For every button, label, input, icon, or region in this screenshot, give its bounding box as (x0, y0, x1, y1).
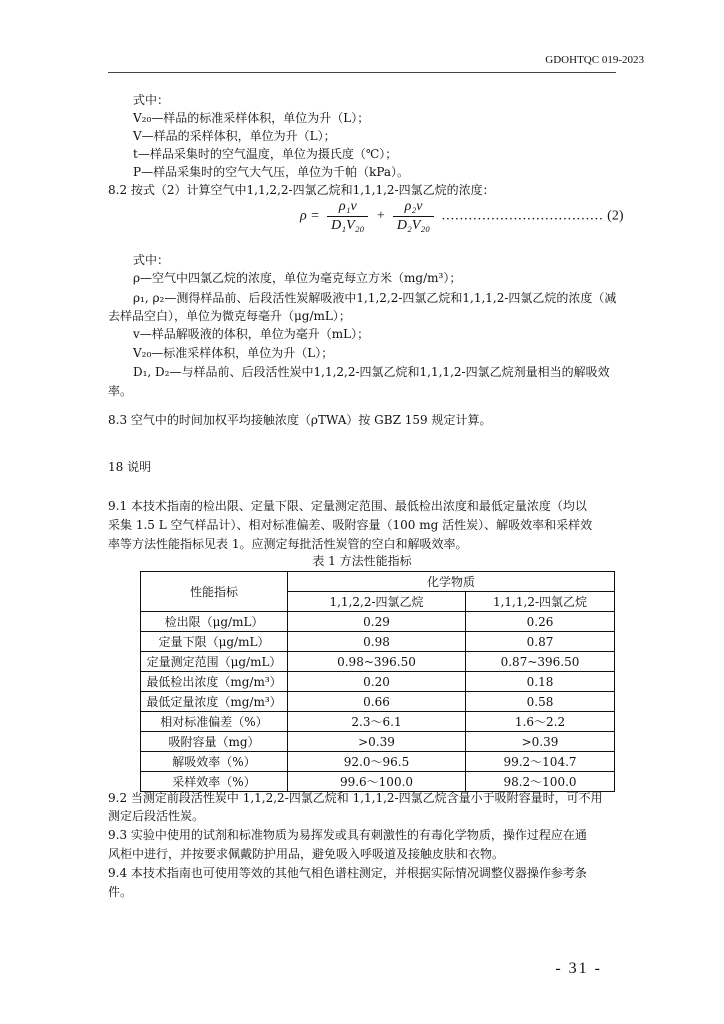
section-8-2: 8.2 按式（2）计算空气中1,1,2,2-四氯乙烷和1,1,1,2-四氯乙烷的浓度： (108, 183, 495, 197)
table-header-row (141, 572, 615, 592)
row-label: 吸附容量（mg） (141, 732, 288, 752)
table-caption: 表 1 方法性能指标 (312, 554, 412, 568)
row-label: 最低定量浓度（mg/m³） (141, 692, 288, 712)
fraction-2-numerator: ρ₂v (393, 198, 434, 217)
para-9-4-line2: 件。 (108, 885, 133, 899)
formula-2 (300, 198, 623, 235)
cell-1122: 2.3～6.1 (288, 712, 466, 732)
plus-sign: + (375, 208, 386, 224)
header-substance-group: 化学物质 (288, 572, 615, 592)
table-row (141, 712, 615, 732)
table-row (141, 652, 615, 672)
cell-1122: 99.6～100.0 (288, 772, 466, 792)
para-9-3-line1: 9.3 实验中使用的试剂和标准物质为易挥发或具有刺激性的有毒化学物质，操作过程应在通 (108, 828, 587, 842)
var-t: t—样品采集时的空气温度，单位为摄氏度（℃）； (133, 147, 398, 161)
cell-1112: 98.2～100.0 (466, 772, 615, 792)
fraction-2 (393, 198, 434, 235)
section-8-3: 8.3 空气中的时间加权平均接触浓度（ρTWA）按 GBZ 159 规定计算。 (108, 413, 492, 427)
cell-1122: 0.20 (288, 672, 466, 692)
cell-1112: 1.6～2.2 (466, 712, 615, 732)
para-9-1-line1: 9.1 本技术指南的检出限、定量下限、定量测定范围、最低检出浓度和最低定量浓度（均以 (108, 499, 587, 513)
header-rule (108, 72, 616, 73)
para-9-3-line2: 风柜中进行，并按要求佩戴防护用品，避免吸入呼吸道及接触皮肤和衣物。 (108, 847, 505, 861)
para-9-4-line1: 9.4 本技术指南也可使用等效的其他气相色谱柱测定，并根据实际情况调整仪器操作参考条 (108, 866, 587, 880)
var-d-line2: 率。 (108, 384, 133, 398)
table-row (141, 672, 615, 692)
row-label: 解吸效率（%） (141, 752, 288, 772)
equation-number: (2) (607, 208, 624, 224)
performance-table (140, 571, 615, 792)
cell-1122: 0.66 (288, 692, 466, 712)
para-9-2-line1: 9.2 当测定前段活性炭中 1,1,2,2-四氯乙烷和 1,1,1,2-四氯乙烷含量小于吸附容量时，可不用 (108, 791, 603, 805)
cell-1112: 0.87 (466, 632, 615, 652)
cell-1122: 0.98 (288, 632, 466, 652)
cell-1112: 0.87~396.50 (466, 652, 615, 672)
row-label: 定量下限（μg/mL） (141, 632, 288, 652)
fraction-1-denominator: D₁V₂₀ (331, 218, 365, 233)
cell-1122: 92.0～96.5 (288, 752, 466, 772)
var-v: V—样品的采样体积，单位为升（L）； (133, 129, 336, 143)
fraction-1 (327, 198, 368, 235)
document-code-header: GDOHTQC 019-2023 (545, 54, 644, 66)
where-label-2: 式中： (133, 253, 170, 267)
cell-1112: 0.26 (466, 612, 615, 632)
fraction-1-numerator: ρ₁v (327, 198, 368, 217)
var-v20-2: V₂₀—标准采样体积，单位为升（L）； (133, 346, 334, 360)
header-metric: 性能指标 (141, 572, 288, 612)
var-rho12-line2: 去样品空白），单位为微克每毫升（μg/mL）； (108, 309, 351, 323)
row-label: 检出限（μg/mL） (141, 612, 288, 632)
var-d-line1: D₁, D₂—与样品前、后段活性炭中1,1,2,2-四氯乙烷和1,1,1,2-四氯乙烷剂量相当的解吸效 (133, 365, 610, 379)
page-number: - 31 - (555, 960, 602, 977)
row-label: 定量测定范围（μg/mL） (141, 652, 288, 672)
var-rho12-line1: ρ₁, ρ₂—测得样品前、后段活性炭解吸液中1,1,2,2-四氯乙烷和1,1,1,2-四氯乙烷的浓度（减 (133, 291, 617, 305)
where-label: 式中： (133, 93, 170, 107)
table-row (141, 752, 615, 772)
var-v-small: v—样品解吸液的体积，单位为毫升（mL）； (133, 327, 370, 341)
row-label: 采样效率（%） (141, 772, 288, 792)
var-v20: V₂₀—样品的标准采样体积，单位为升（L）； (133, 111, 370, 125)
cell-1122: 0.98~396.50 (288, 652, 466, 672)
var-p: P—样品采集时的空气大气压，单位为千帕（kPa）。 (133, 165, 410, 179)
cell-1112: 0.58 (466, 692, 615, 712)
para-9-2-line2: 测定后段活性炭。 (108, 809, 205, 823)
para-9-1-line2: 采集 1.5 L 空气样品计）、相对标准偏差、吸附容量（100 mg 活性炭）、解吸效率和采样效 (108, 518, 593, 532)
cell-1112: 99.2～104.7 (466, 752, 615, 772)
section-18-title: 18 说明 (108, 460, 152, 474)
formula-lhs: ρ = (300, 208, 320, 224)
row-label: 最低检出浓度（mg/m³） (141, 672, 288, 692)
header-col-1122: 1,1,2,2-四氯乙烷 (288, 592, 466, 612)
fraction-2-denominator: D₂V₂₀ (396, 218, 431, 233)
leader-dots: .................................... (441, 208, 604, 224)
header-col-1112: 1,1,1,2-四氯乙烷 (466, 592, 615, 612)
cell-1122: >0.39 (288, 732, 466, 752)
cell-1112: 0.18 (466, 672, 615, 692)
table-row (141, 732, 615, 752)
var-rho: ρ—空气中四氯乙烷的浓度，单位为毫克每立方米（mg/m³）； (133, 271, 462, 285)
cell-1122: 0.29 (288, 612, 466, 632)
table-row (141, 632, 615, 652)
para-9-1-line3: 率等方法性能指标见表 1。应测定每批活性炭管的空白和解吸效率。 (108, 537, 468, 551)
table-row (141, 612, 615, 632)
table-row (141, 692, 615, 712)
cell-1112: >0.39 (466, 732, 615, 752)
row-label: 相对标准偏差（%） (141, 712, 288, 732)
